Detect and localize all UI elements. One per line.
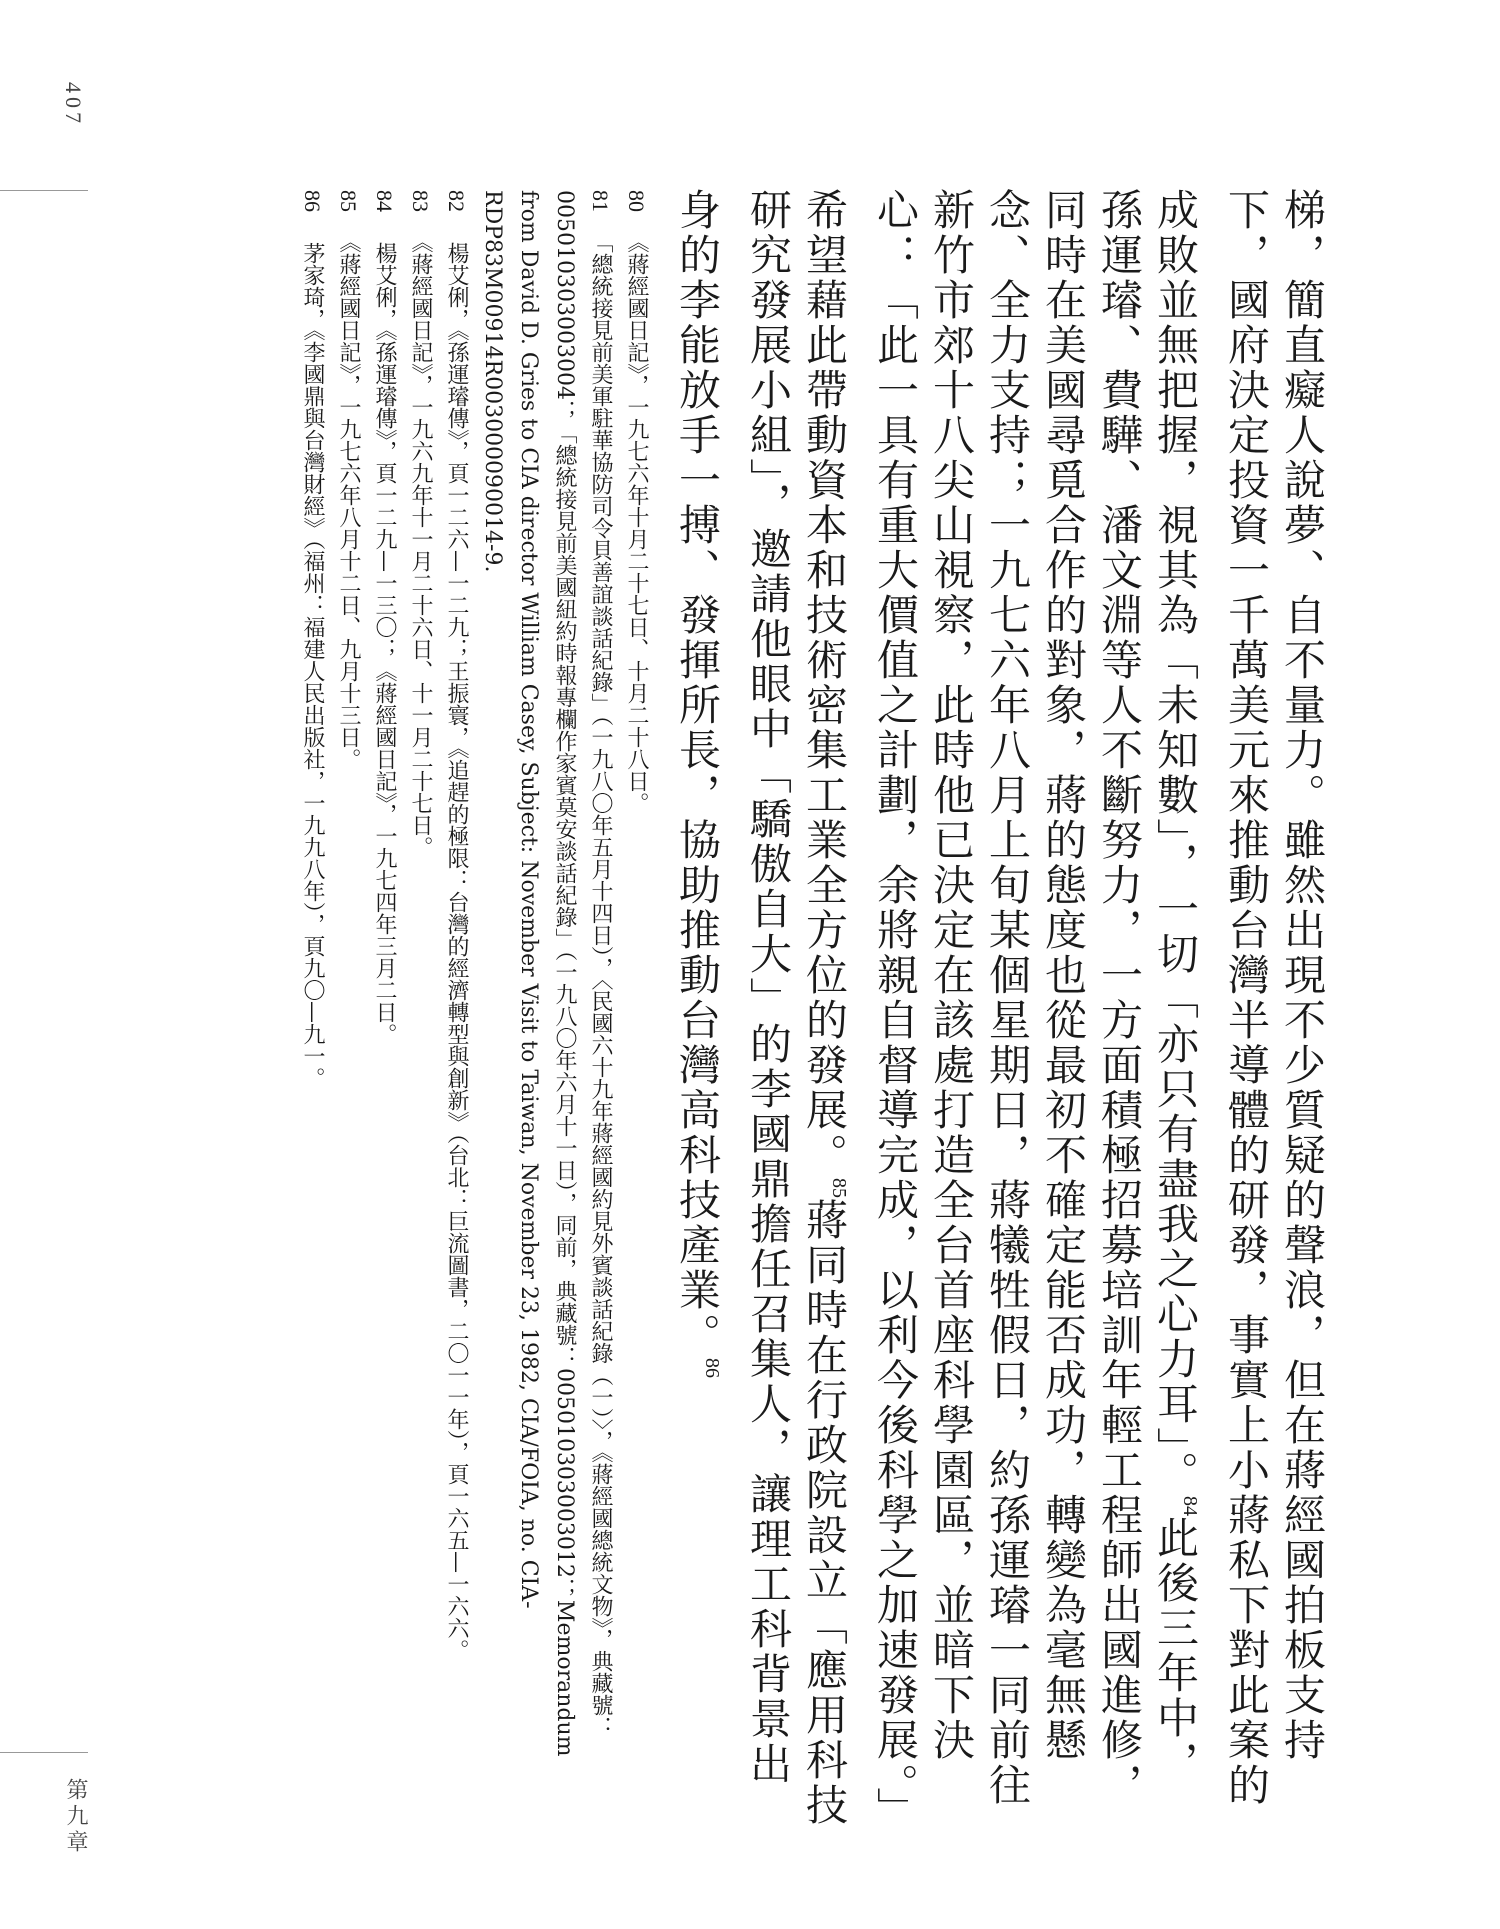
body-text [673,188,1330,1828]
endnote-number: 80 [624,190,649,212]
body-paragraph [669,188,1330,1828]
header-rule [0,190,88,191]
footnote-ref[interactable]: 84 [1179,1496,1201,1516]
footnote-ref[interactable]: 85 [828,1178,850,1198]
endnote-number: 81 [588,190,613,212]
endnote [402,190,438,1790]
page-number: 407 [61,82,86,127]
endnote-number: 85 [336,190,361,212]
endnotes [154,190,654,1790]
footnote-ref[interactable]: 86 [701,1358,723,1378]
endnote [438,190,474,1790]
endnote [474,190,618,1790]
endnote-text: 《蔣經國日記》，一九六九年十一月二十六日、十一月二十七日。 [408,242,433,858]
footer-rule [0,1752,88,1753]
body-text-segment-1: 梯，簡直癡人說夢、自不量力。雖然出現不少質疑的聲浪，但在蔣經國拍板支持下，國府決定投資一千萬美元來推動台灣半導體的研發，事實上小蔣私下對此案的成敗並無把握，視其為「未知數」，一切「亦只有盡我之心力耳」。 [1151,188,1327,1808]
endnote-number: 86 [300,190,325,212]
body-text-segment-2: 此後三年中，孫運璿、費驊、潘文淵等人不斷努力，一方面積極招募培訓年輕工程師出國進修，同時在美國尋覓合作的對象，蔣的態度也從最初不確定能否成功，轉變為毫無懸念、全力支持；一九七六年八月上旬某個星期日，蔣犧牲假日，約孫運璿一同前往新竹市郊十八尖山視察，此時他已決定在該處打造全台首座科學園區，並暗下決心：「此一具有重大價值之計劃，余將親自督導完成，以利今後科學之加速發展。」希望藉此帶動資本和技術密集工業全方位的發展。 [800,188,1200,1811]
endnote [294,190,330,1790]
endnote-number: 84 [372,190,397,212]
endnote-text: 「總統接見前美軍駐華協防司令貝善誼談話紀錄」（一九八〇年五月十四日），〈民國六十九年蔣經國約見外賓談話紀錄（一）〉，《蔣經國總統文物》，典藏號：005010303003004；「總統接見前美國紐約時報專欄作家賓莫安談話紀錄」（一九八〇年六月十一日），同前，典藏號：005010303003012；Memorandum from David D. Gries to CIA director William Casey, Subject: November Visit to Taiwan, November 23, 1982, CIA/FOIA, no. CIA-RDP83M00914R003000090014-9. [480,190,613,1757]
endnote [330,190,366,1790]
endnote-text: 楊艾俐，《孫運璿傳》，頁一二九—一三〇；《蔣經國日記》，一九七四年三月二日。 [372,242,397,1045]
endnote-number: 83 [408,190,433,212]
chapter-label: 第九章 [63,1778,88,1856]
endnote-text: 楊艾俐，《孫運璿傳》，頁一二六—一二九；王振寰，《追趕的極限：台灣的經濟轉型與創新》（台北：巨流圖書，二〇一一年），頁一六五—一六六。 [444,242,469,1661]
endnote-number: 82 [444,190,469,212]
endnote-text: 《蔣經國日記》，一九七六年八月十二日、九月十三日。 [336,242,361,770]
endnote [366,190,402,1790]
body-text-segment-3: 蔣同時在行政院設立「應用科技研究發展小組」，邀請他眼中「驕傲自大」的李國鼎擔任召集人，讓理工科背景出身的李能放手一搏、發揮所長，協助推動台灣高科技產業。 [673,188,849,1828]
endnote [618,190,654,1790]
endnote-text: 《蔣經國日記》，一九七六年十月二十七日、十月二十八日。 [624,242,649,814]
endnote-text: 茅家琦，《李國鼎與台灣財經》（福州：福建人民出版社，一九九八年），頁九〇—九一。 [300,242,325,1089]
